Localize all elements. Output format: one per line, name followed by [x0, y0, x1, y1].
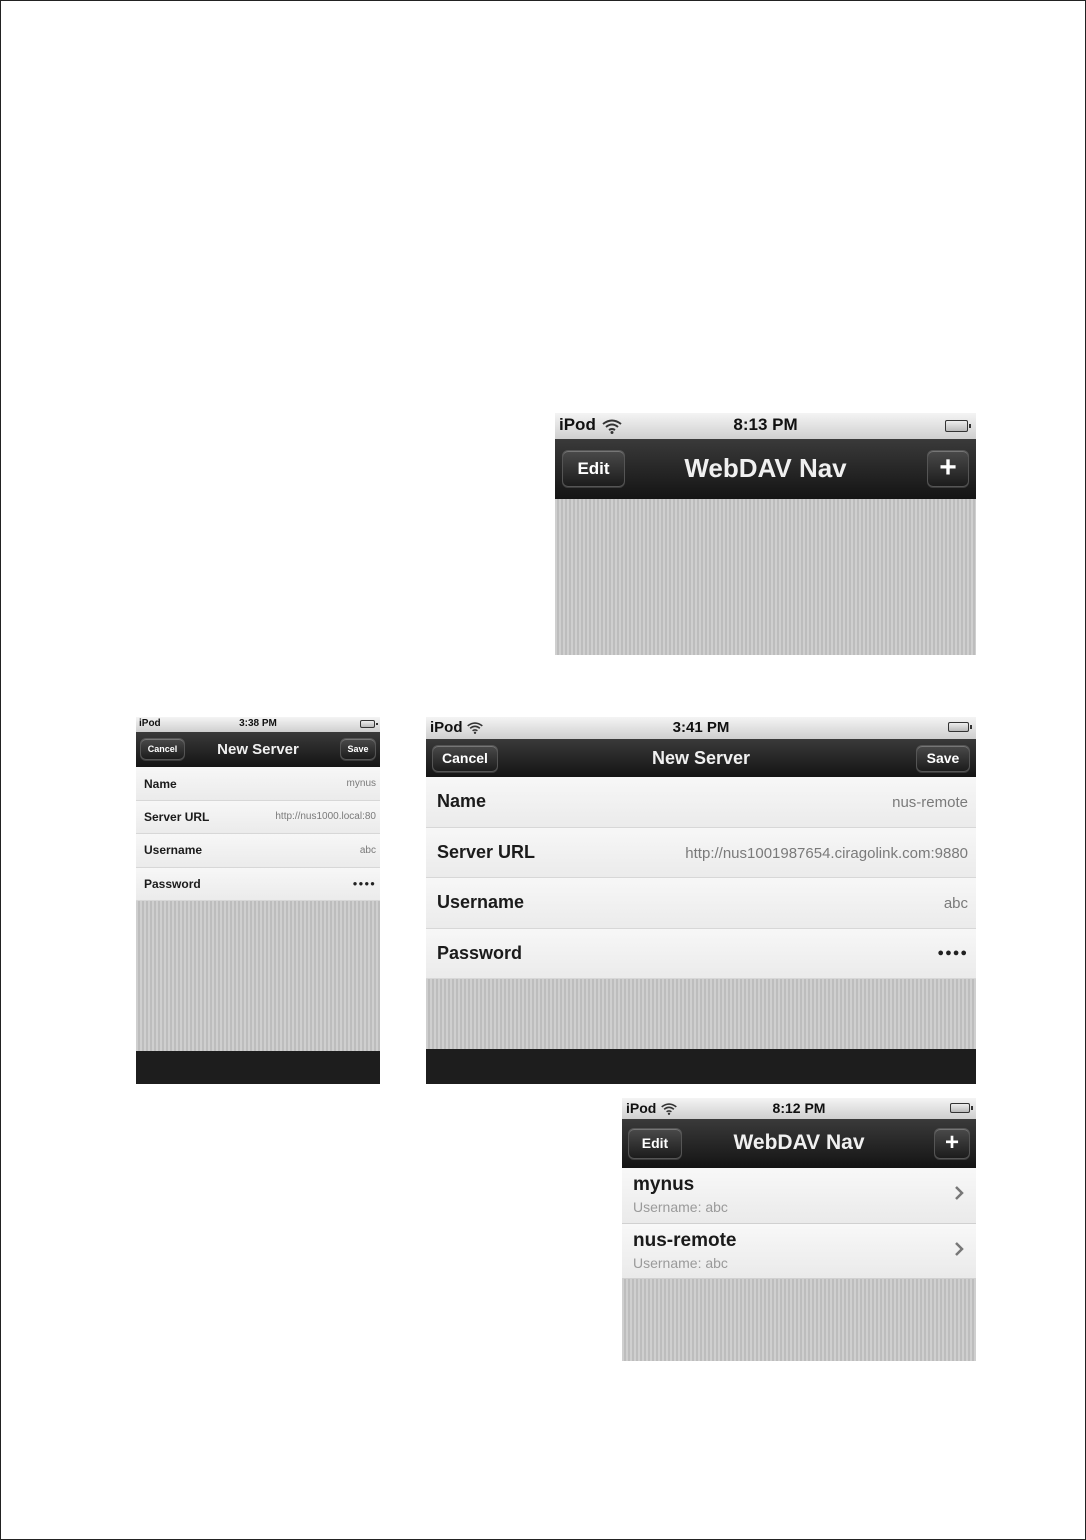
server-form: [426, 777, 976, 979]
edit-button[interactable]: Edit: [562, 450, 625, 487]
server-username: Username: abc: [633, 1255, 728, 1271]
nav-title: New Server: [651, 748, 751, 768]
nav-bar: [136, 732, 380, 767]
nav-title: New Server: [217, 741, 299, 758]
carrier-label: iPod: [139, 718, 161, 729]
list-background: [622, 1279, 976, 1361]
battery-icon: [945, 420, 968, 432]
cancel-button[interactable]: Cancel: [432, 745, 498, 772]
nav-bar: [555, 439, 976, 499]
server-name: mynus: [633, 1174, 695, 1195]
add-server-button[interactable]: +: [927, 450, 969, 487]
name-field[interactable]: [426, 777, 976, 828]
nav-title: WebDAV Nav: [684, 453, 847, 483]
carrier-label: iPod: [430, 719, 463, 736]
save-button[interactable]: Save: [340, 738, 376, 760]
server-url-field[interactable]: [426, 828, 976, 878]
edit-button[interactable]: Edit: [628, 1128, 682, 1159]
field-label: Name: [437, 791, 487, 811]
server-row-mynus[interactable]: [622, 1168, 976, 1224]
chevron-right-icon: [954, 1185, 964, 1201]
field-label: Name: [144, 777, 177, 791]
field-label: Username: [144, 843, 203, 857]
cancel-button[interactable]: Cancel: [140, 738, 185, 760]
save-button[interactable]: Save: [916, 745, 970, 772]
nav-bar: [622, 1119, 976, 1168]
password-field[interactable]: [426, 929, 976, 979]
field-label: Password: [437, 943, 523, 963]
server-url-field[interactable]: [136, 801, 380, 834]
empty-list-background: [555, 499, 976, 655]
keyboard-area: [136, 1051, 380, 1084]
carrier-label: iPod: [559, 415, 596, 434]
status-bar: [136, 717, 380, 733]
server-username: Username: abc: [633, 1199, 728, 1215]
field-value: nus-remote: [892, 794, 968, 811]
battery-icon: [360, 720, 375, 728]
field-value: http://nus1000.local:80: [275, 811, 376, 822]
carrier-label: iPod: [626, 1100, 657, 1116]
field-value: ●●●●: [937, 947, 968, 959]
add-server-button[interactable]: +: [934, 1128, 970, 1159]
screen-webdav-nav-empty: [555, 413, 976, 655]
status-time: 8:12 PM: [772, 1100, 826, 1116]
server-name: nus-remote: [633, 1230, 737, 1251]
field-label: Username: [437, 892, 525, 912]
password-field[interactable]: [136, 868, 380, 901]
status-bar: [555, 413, 976, 440]
server-row-nus-remote[interactable]: [622, 1224, 976, 1279]
status-time: 3:41 PM: [672, 719, 730, 736]
form-background: [426, 979, 976, 1049]
screen-server-list: [622, 1098, 976, 1361]
screen-new-server-small: [136, 717, 380, 1084]
field-label: Password: [144, 877, 201, 891]
keyboard-area: [426, 1049, 976, 1084]
field-value: ●●●●: [352, 879, 376, 888]
field-value: mynus: [346, 778, 376, 789]
name-field[interactable]: [136, 767, 380, 801]
server-form: [136, 767, 380, 901]
username-field[interactable]: [136, 834, 380, 868]
username-field[interactable]: [426, 878, 976, 929]
status-bar: [622, 1098, 976, 1120]
nav-bar: [426, 739, 976, 777]
field-label: Server URL: [437, 842, 536, 862]
field-value: abc: [359, 845, 376, 856]
battery-icon: [948, 722, 969, 732]
form-background: [136, 901, 380, 1051]
nav-title: WebDAV Nav: [733, 1131, 865, 1154]
field-value: abc: [943, 895, 968, 912]
field-label: Server URL: [144, 810, 210, 824]
chevron-right-icon: [954, 1241, 964, 1257]
battery-icon: [950, 1103, 970, 1113]
field-value: http://nus1001987654.ciragolink.com:9880: [685, 845, 968, 862]
status-time: 8:13 PM: [733, 415, 798, 434]
status-bar: [426, 717, 976, 740]
status-time: 3:38 PM: [239, 718, 277, 729]
screen-new-server-large: [426, 717, 976, 1084]
